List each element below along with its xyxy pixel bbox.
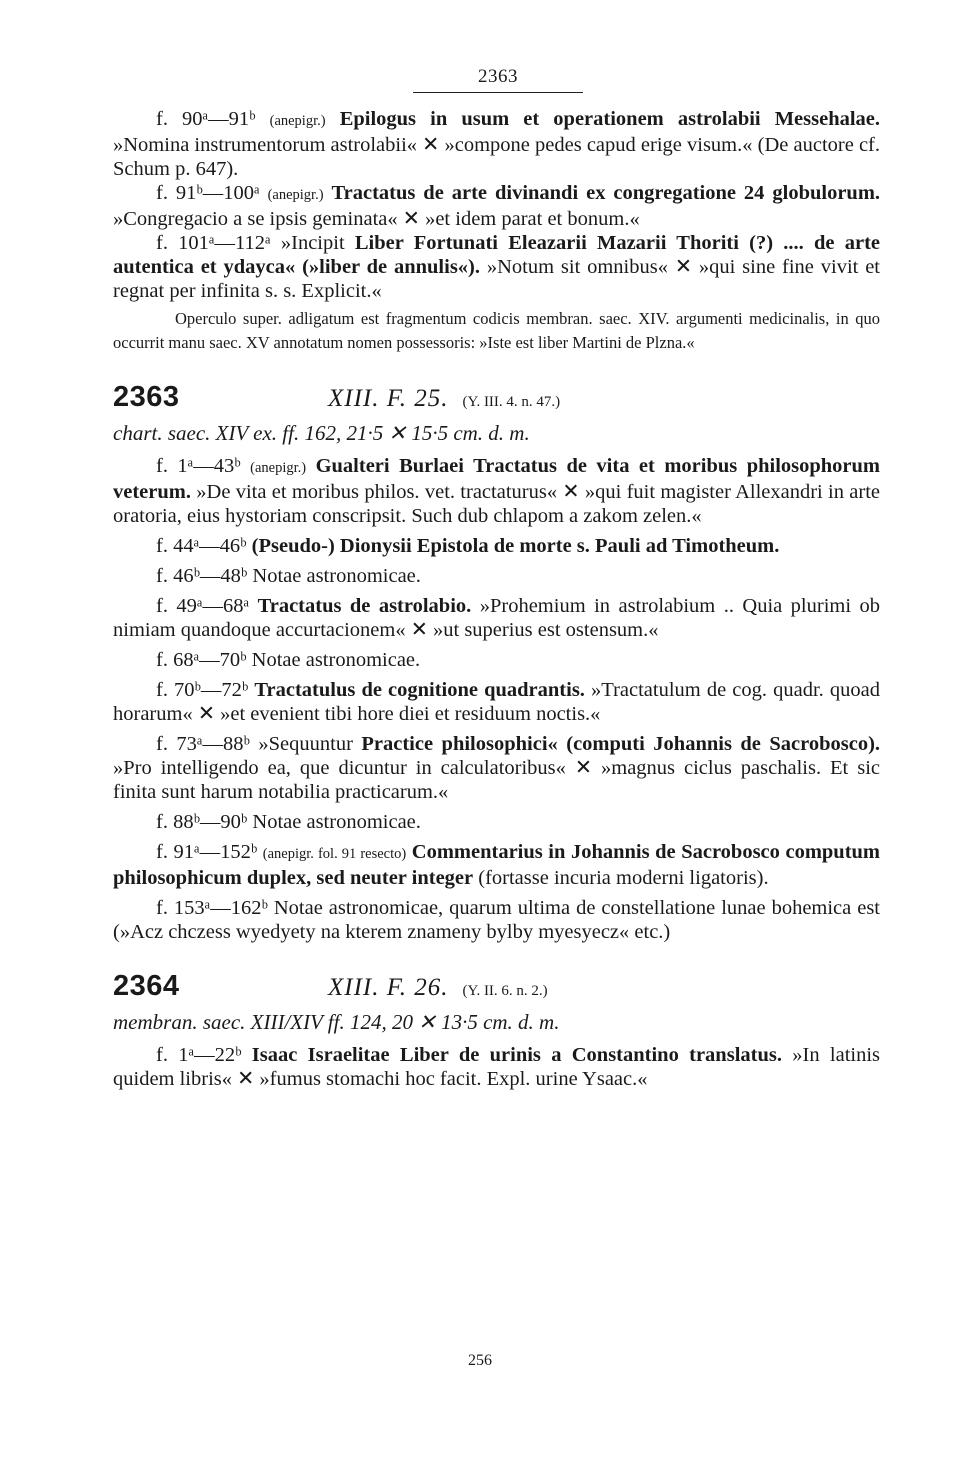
entry-title: Tractatulus de cognitione quadrantis.: [254, 679, 585, 701]
folio-ref: f. 68ᵃ—70ᵇ: [156, 649, 247, 671]
entry-incipit: »De vita et moribus philos. vet. tractaturus« ✕ »qui fuit magister Allexandri in arte oratoria, eius hystoriam conscripsit. Such dub chlapom a zakom zelen.«: [113, 481, 880, 527]
codex-old-signature: (Y. III. 4. n. 47.): [462, 394, 561, 410]
entry: [113, 594, 880, 642]
entry: [113, 648, 880, 672]
codex-heading-2364: [113, 970, 880, 1003]
entry-title: Tractatus de astrolabio.: [257, 595, 472, 617]
folio-ref: f. 91ᵃ—152ᵇ: [156, 841, 258, 863]
entry: [113, 181, 880, 231]
folio-ref: f. 44ᵃ—46ᵇ: [156, 535, 247, 557]
codex-old-signature: (Y. II. 6. n. 2.): [462, 983, 548, 999]
entry-title: Epilogus in usum et operationem astrolabii Messehalae.: [339, 108, 881, 130]
entry: [113, 896, 880, 944]
entries-codex-2364: [113, 1043, 880, 1091]
entry-prefix: (anepigr.): [267, 187, 324, 203]
entry: [113, 107, 880, 181]
entry-title: (Pseudo-) Dionysii Epistola de morte s. Pauli ad Timotheum.: [251, 535, 780, 557]
entry-title: Liber Fortunati Eleazarii Mazarii Thoriti (?) .... de arte autentica et ydayca« (»liber de annulis«).: [113, 232, 881, 278]
folio-ref: f. 49ᵃ—68ᵃ: [156, 595, 250, 617]
entry-incipit: Notae astronomicae.: [252, 565, 421, 587]
folio-ref: f. 70ᵇ—72ᵇ: [156, 679, 249, 701]
running-head: 2363: [413, 66, 583, 93]
entry-incipit: »In latinis quidem libris« ✕ »fumus stomachi hoc facit. Expl. urine Ysaac.«: [113, 1044, 881, 1090]
entry: [113, 810, 880, 834]
entry: [113, 732, 880, 804]
entry-incipit: »Congregacio a se ipsis geminata« ✕ »et idem parat et bonum.«: [113, 208, 640, 230]
entry-prefix: »Sequuntur: [258, 733, 353, 755]
folio-ref: f. 153ᵃ—162ᵇ: [156, 897, 268, 919]
codex-note: Operculo super. adligatum est fragmentum codicis membran. saec. XIV. argumenti medicinalis, in quo occurrit manu saec. XV annotatum nomen possessoris: »Iste est liber Martini de Plzna.«: [113, 309, 880, 352]
folio-ref: f. 1ᵃ—22ᵇ: [156, 1044, 242, 1066]
entry-incipit: Notae astronomicae.: [251, 649, 421, 671]
codex-number: 2364: [113, 970, 180, 1002]
entry-title: Practice philosophici« (computi Johannis de Sacrobosco).: [361, 733, 881, 755]
entry-incipit: »Pro intelligendo ea, que dicuntur in calculatoribus« ✕ »magnus ciclus paschalis. Et sic finita sunt harum notabilia practicarum.«: [113, 757, 880, 803]
entry-incipit: Notae astronomicae, quarum ultima de constellatione lunae bohemica est (»Acz chczess wyedyety na kterem znameny bylby myesyecz« etc.): [113, 897, 880, 943]
entry-prefix: (anepigr.): [269, 113, 326, 129]
entry-title: Gualteri Burlaei Tractatus de vita et moribus philosophorum veterum.: [113, 455, 881, 503]
entry: [113, 231, 880, 303]
folio-ref: f. 88ᵇ—90ᵇ: [156, 811, 248, 833]
entry: [113, 454, 880, 528]
entry-incipit: Notae astronomicae.: [252, 811, 421, 833]
codex-heading-2363: [113, 381, 880, 414]
page-number: 256: [468, 1352, 492, 1369]
folio-ref: f. 46ᵇ—48ᵇ: [156, 565, 248, 587]
folio-ref: f. 90ᵃ—91ᵇ: [156, 108, 256, 130]
codex-signature: XIII. F. 26.: [328, 974, 449, 1001]
codex-signature: XIII. F. 25.: [328, 385, 449, 412]
folio-ref: f. 91ᵇ—100ᵃ: [156, 182, 260, 204]
entries-codex-2363: [113, 454, 880, 944]
entries-previous-codex: [113, 107, 880, 355]
entry-title: Commentarius in Johannis de Sacrobosco computum philosophicum duplex, sed neuter integer: [113, 841, 880, 889]
folio-ref: f. 1ᵃ—43ᵇ: [156, 455, 241, 477]
codex-description: chart. saec. XIV ex. ff. 162, 21·5 ✕ 15·5 cm. d. m.: [113, 421, 530, 445]
codex-description: membran. saec. XIII/XIV ff. 124, 20 ✕ 13·5 cm. d. m.: [113, 1010, 560, 1034]
entry-incipit: »Nomina instrumentorum astrolabii« ✕ »compone pedes capud erige visum.« (De auctore cf. Schum p. 647).: [113, 134, 880, 180]
entry: [113, 678, 880, 726]
entry: [113, 840, 880, 890]
folio-ref: f. 101ᵃ—112ᵃ: [156, 232, 271, 254]
entry-prefix: (anepigr.): [250, 460, 307, 476]
entry-incipit: »Notum sit omnibus« ✕ »qui sine fine vivit et regnat per infinita s. s. Explicit.«: [113, 256, 880, 302]
entry-incipit: (fortasse incuria moderni ligatoris).: [473, 867, 769, 889]
codex-number: 2363: [113, 381, 180, 413]
page-body: [113, 66, 880, 1091]
entry-title: Tractatus de arte divinandi ex congregatione 24 globulorum.: [331, 182, 881, 204]
entry-prefix: (anepigr. fol. 91 resecto): [262, 846, 407, 862]
entry: [113, 564, 880, 588]
entry-incipit: »Prohemium in astrolabium .. Quia plurimi ob nimiam quandoque accurtacionem« ✕ »ut superius est ostensum.«: [113, 595, 880, 641]
entry: [113, 534, 880, 558]
entry-incipit: »Tractatulum de cog. quadr. quoad horarum« ✕ »et evenient tibi hore diei et residuum noctis.«: [113, 679, 880, 725]
entry-title: Isaac Israelitae Liber de urinis a Constantino translatus.: [251, 1044, 782, 1066]
entry-prefix: »Incipit: [280, 232, 345, 254]
folio-ref: f. 73ᵃ—88ᵇ: [156, 733, 250, 755]
entry: [113, 1043, 880, 1091]
